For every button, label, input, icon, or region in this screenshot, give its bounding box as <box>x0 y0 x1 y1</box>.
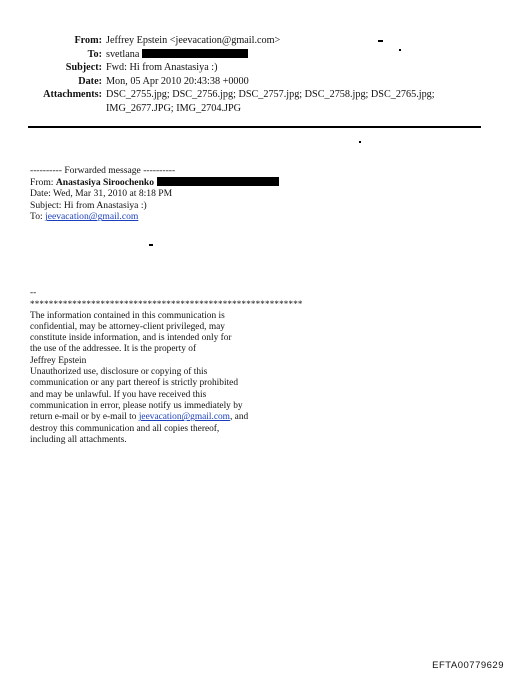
disclaimer-line: Unauthorized use, disclosure or copying of this <box>30 367 208 378</box>
signature-dashes: -- <box>30 288 37 298</box>
from-label: From: <box>74 35 102 46</box>
bates-stamp: EFTA00779629 <box>432 660 504 671</box>
redaction-bar <box>142 49 248 58</box>
disclaimer-line: communication or any part thereof is strictly prohibited <box>30 378 239 389</box>
forward-to-line <box>30 211 470 223</box>
forward-to-prefix: To: <box>30 211 46 223</box>
forward-from-prefix: From: <box>30 176 56 188</box>
to-label: To: <box>87 48 102 60</box>
header-subject-row <box>30 61 470 75</box>
header-divider <box>28 126 481 128</box>
forward-from-name: Anastasiya Siroochenko <box>55 176 155 188</box>
forward-from-line <box>30 177 470 189</box>
disclaimer-line: constitute inside information, and is intended only for <box>30 333 232 344</box>
disclaimer-line: confidential, may be attorney-client privileged, may <box>30 321 225 332</box>
disclaimer <box>30 288 330 446</box>
disclaimer-line: The information contained in this communication is <box>30 310 225 321</box>
email-header <box>30 34 470 115</box>
to-value: svetlana <box>106 48 140 60</box>
attachments-label: Attachments: <box>43 89 102 100</box>
forwarded-message <box>30 165 470 223</box>
header-to-row <box>30 48 470 62</box>
disclaimer-line: and may be unlawful. If you have received this <box>30 389 207 400</box>
disclaimer-email-link[interactable]: jeevacation@gmail.com <box>138 412 230 423</box>
forward-to-email-link[interactable]: jeevacation@gmail.com <box>45 211 139 223</box>
disclaimer-line: Jeffrey Epstein <box>30 355 87 366</box>
scan-speck <box>378 40 383 42</box>
header-date-row <box>30 75 470 89</box>
forward-date: Date: Wed, Mar 31, 2010 at 8:18 PM <box>30 188 173 200</box>
subject-label: Subject: <box>65 62 102 73</box>
date-value: Mon, 05 Apr 2010 20:43:38 +0000 <box>106 75 249 87</box>
header-attachments-row <box>30 88 470 115</box>
email-line-prefix: return e-mail or by e-mail to <box>30 412 139 423</box>
from-value: Jeffrey Epstein <jeevacation@gmail.com> <box>106 35 281 46</box>
star-divider: ********************************************************** <box>30 299 303 310</box>
scan-speck <box>359 141 361 143</box>
attachments-line-2: IMG_2677.JPG; IMG_2704.JPG <box>106 102 241 114</box>
forward-separator: ---------- Forwarded message ---------- <box>30 165 176 176</box>
scan-speck <box>399 49 401 51</box>
disclaimer-line: the use of the addressee. It is the property of <box>30 344 197 355</box>
email-line-suffix: , and <box>229 412 249 423</box>
header-from-row <box>30 34 470 48</box>
attachments-line-1: DSC_2755.jpg; DSC_2756.jpg; DSC_2757.jpg; DSC_2758.jpg; DSC_2765.jpg; <box>106 89 435 100</box>
disclaimer-line: including all attachments. <box>30 434 127 445</box>
date-label: Date: <box>78 75 102 87</box>
forward-subject: Subject: Hi from Anastasiya :) <box>30 199 147 211</box>
scan-speck <box>149 244 153 246</box>
disclaimer-line: communication in error, please notify us immediately by <box>30 400 243 411</box>
disclaimer-email-line <box>30 412 330 423</box>
redaction-bar <box>157 177 279 186</box>
subject-value: Fwd: Hi from Anastasiya :) <box>106 62 218 73</box>
disclaimer-line: destroy this communication and all copies thereof, <box>30 423 220 434</box>
